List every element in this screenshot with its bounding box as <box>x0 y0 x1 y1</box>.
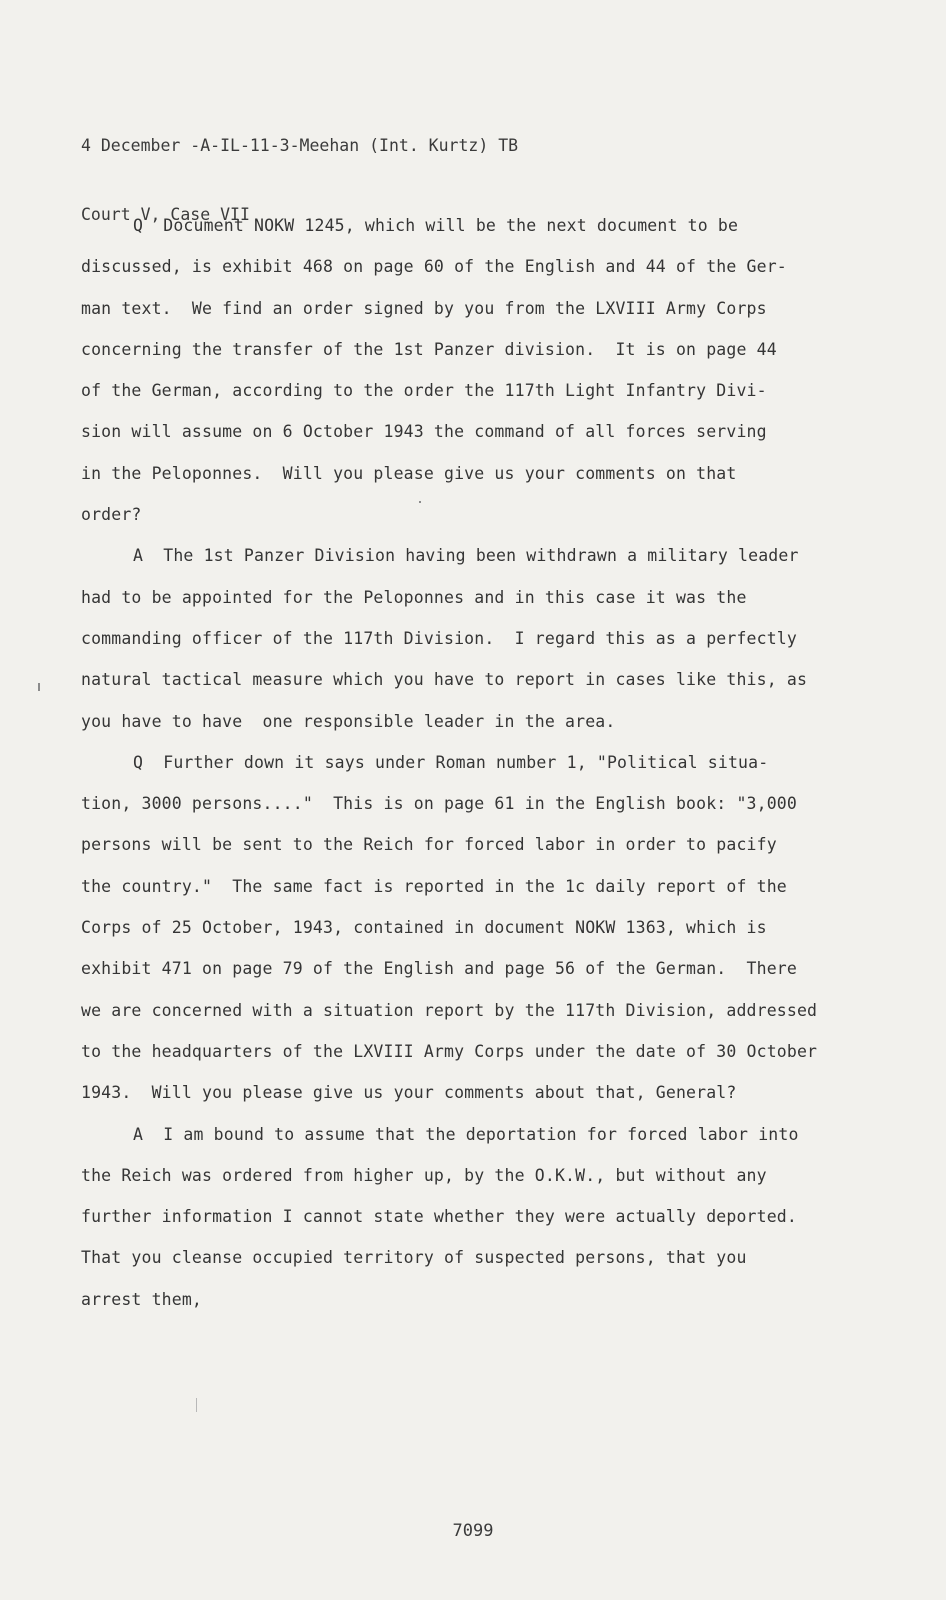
text-line: order? <box>81 505 142 525</box>
text-line: commanding officer of the 117th Division. I regard this as a perfectly <box>81 628 797 648</box>
text-line: discussed, is exhibit 468 on page 60 of the English and 44 of the Ger- <box>81 257 787 277</box>
text-line: sion will assume on 6 October 1943 the command of all forces serving <box>81 422 767 442</box>
text-line: man text. We find an order signed by you from the LXVIII Army Corps <box>81 298 767 318</box>
text-line-answer: A I am bound to assume that the deportation for forced labor into <box>133 1124 799 1144</box>
text-line-question: Q Further down it says under Roman number 1, "Political situa- <box>133 752 769 772</box>
text-line: That you cleanse occupied territory of suspected persons, that you <box>81 1248 747 1268</box>
text-line: arrest them, <box>81 1289 203 1309</box>
text-line: had to be appointed for the Peloponnes and in this case it was the <box>81 587 747 607</box>
text-line: in the Peloponnes. Will you please give us your comments on that <box>81 463 737 483</box>
page-number: 7099 <box>452 1521 494 1541</box>
text-line: we are concerned with a situation report by the 117th Division, addressed <box>81 1000 818 1020</box>
text-line: to the headquarters of the LXVIII Army Corps under the date of 30 October <box>81 1041 818 1061</box>
paper-speck <box>38 683 40 691</box>
text-line-answer: A The 1st Panzer Division having been withdrawn a military leader <box>133 546 799 566</box>
text-line: tion, 3000 persons...." This is on page 61 in the English book: "3,000 <box>81 794 797 814</box>
text-line: 1943. Will you please give us your comments about that, General? <box>81 1083 737 1103</box>
header-session-line: 4 December -A-IL-11-3-Meehan (Int. Kurtz) TB <box>81 136 519 155</box>
text-line: you have to have one responsible leader in the area. <box>81 711 616 731</box>
text-line: Corps of 25 October, 1943, contained in document NOKW 1363, which is <box>81 918 767 938</box>
text-line: concerning the transfer of the 1st Panzer division. It is on page 44 <box>81 339 777 359</box>
text-line-question: Q Document NOKW 1245, which will be the next document to be <box>133 216 739 235</box>
text-line: the Reich was ordered from higher up, by the O.K.W., but without any <box>81 1165 767 1185</box>
text-line: persons will be sent to the Reich for forced labor in order to pacify <box>81 835 777 855</box>
text-line: the country." The same fact is reported in the 1c daily report of the <box>81 876 787 896</box>
paper-speck <box>196 1398 197 1412</box>
transcript-body <box>81 216 831 1331</box>
text-line: further information I cannot state whether they were actually deported. <box>81 1207 797 1227</box>
paper-speck <box>419 501 421 503</box>
text-line: exhibit 471 on page 79 of the English and page 56 of the German. There <box>81 959 797 979</box>
header-court-line: Court V, Case VII <box>81 205 250 224</box>
text-line: of the German, according to the order the 117th Light Infantry Divi- <box>81 381 767 401</box>
text-line: natural tactical measure which you have to report in cases like this, as <box>81 670 808 690</box>
